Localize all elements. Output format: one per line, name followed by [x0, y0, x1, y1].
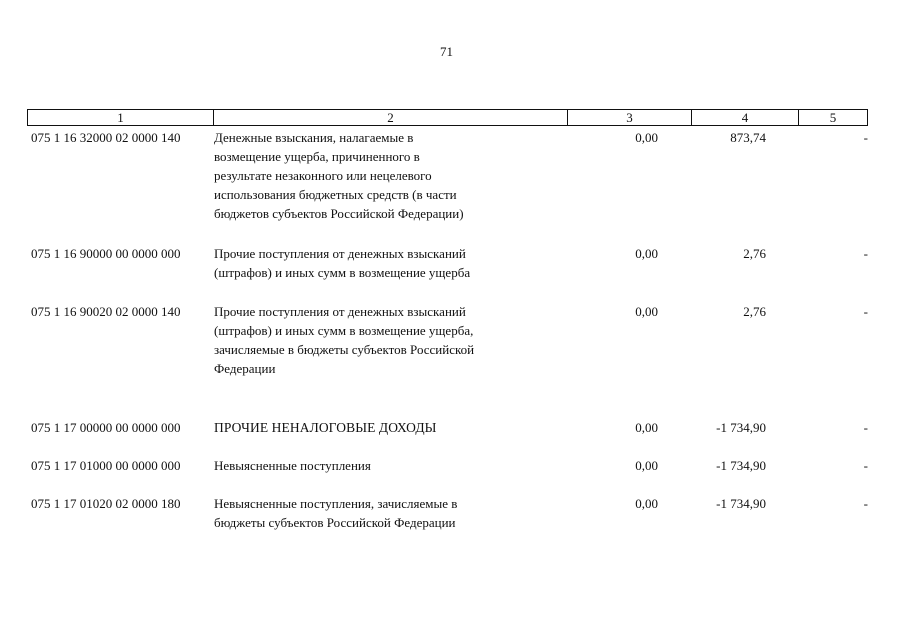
- row-name-line: бюджеты субъектов Российской Федерации: [214, 515, 456, 530]
- row-name-line: результате незаконного или нецелевого: [214, 168, 432, 183]
- row-name: [214, 302, 534, 378]
- row-name: [214, 456, 534, 475]
- row-name-line: (штрафов) и иных сумм в возмещение ущерба: [214, 265, 471, 280]
- row-name-line: бюджетов субъектов Российской Федерации): [214, 206, 464, 221]
- row-col5-value: -: [863, 458, 868, 473]
- header-col-3: 3: [567, 110, 691, 125]
- row-col3-value: 0,00: [635, 458, 658, 473]
- table-header: [27, 109, 868, 126]
- header-col-1: 1: [117, 110, 124, 125]
- row-code: 075 1 17 01020 02 0000 180: [31, 496, 181, 511]
- row-name: [214, 128, 534, 223]
- row-col5-value: -: [863, 246, 868, 261]
- row-name: [214, 494, 534, 532]
- row-col4-value: -1 734,90: [716, 420, 766, 435]
- row-name-line: ПРОЧИЕ НЕНАЛОГОВЫЕ ДОХОДЫ: [214, 420, 437, 435]
- row-col5-value: -: [863, 130, 868, 145]
- row-code: 075 1 17 00000 00 0000 000: [31, 420, 181, 435]
- row-col5-value: -: [863, 304, 868, 319]
- row-col4-value: 873,74: [730, 130, 766, 145]
- row-col4-value: 2,76: [743, 246, 766, 261]
- row-code: 075 1 16 32000 02 0000 140: [31, 130, 181, 145]
- row-name: [214, 244, 534, 282]
- row-name: [214, 418, 534, 437]
- row-name-line: Прочие поступления от денежных взысканий: [214, 246, 466, 261]
- row-name-line: Невыясненные поступления: [214, 458, 371, 473]
- row-code: 075 1 17 01000 00 0000 000: [31, 458, 181, 473]
- row-name-line: зачисляемые в бюджеты субъектов Российской: [214, 342, 475, 357]
- row-col3-value: 0,00: [635, 130, 658, 145]
- row-col3-value: 0,00: [635, 246, 658, 261]
- row-col4-value: -1 734,90: [716, 458, 766, 473]
- row-name-line: Невыясненные поступления, зачисляемые в: [214, 496, 458, 511]
- row-code: 075 1 16 90020 02 0000 140: [31, 304, 181, 319]
- page-number: 71: [440, 44, 453, 59]
- row-col5-value: -: [863, 496, 868, 511]
- row-col4-value: -1 734,90: [716, 496, 766, 511]
- row-code: 075 1 16 90000 00 0000 000: [31, 246, 181, 261]
- header-col-2: 2: [213, 110, 567, 125]
- row-col4-value: 2,76: [743, 304, 766, 319]
- row-name-line: возмещение ущерба, причиненного в: [214, 149, 420, 164]
- row-col3-value: 0,00: [635, 420, 658, 435]
- row-col3-value: 0,00: [635, 304, 658, 319]
- row-name-line: использования бюджетных средств (в части: [214, 187, 457, 202]
- row-col3-value: 0,00: [635, 496, 658, 511]
- header-col-5: 5: [798, 110, 867, 125]
- row-col5-value: -: [863, 420, 868, 435]
- row-name-line: Федерации: [214, 361, 276, 376]
- row-name-line: (штрафов) и иных сумм в возмещение ущерба,: [214, 323, 474, 338]
- row-name-line: Прочие поступления от денежных взысканий: [214, 304, 466, 319]
- row-name-line: Денежные взыскания, налагаемые в: [214, 130, 414, 145]
- header-col-4: 4: [691, 110, 798, 125]
